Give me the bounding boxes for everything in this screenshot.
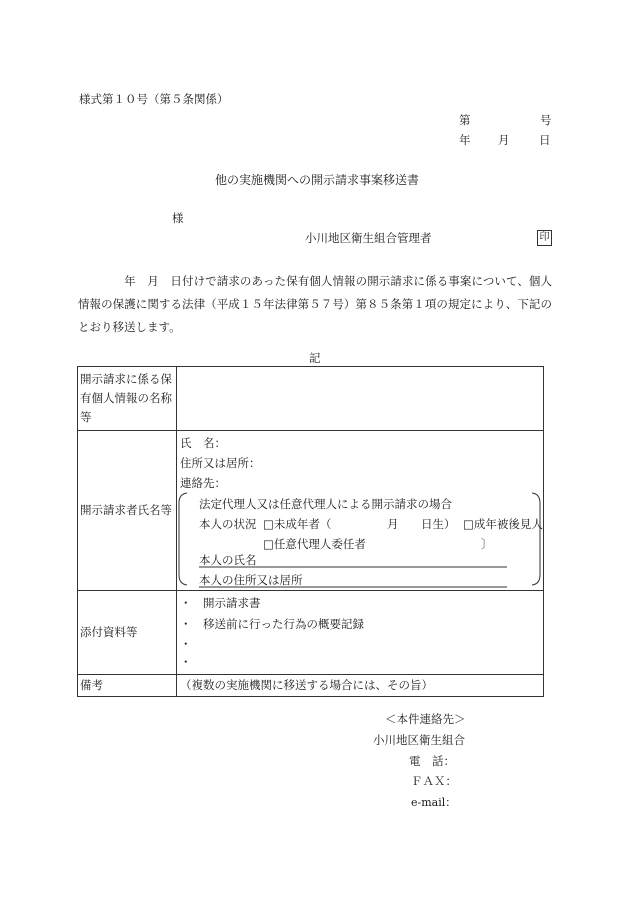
date-day: 日	[539, 133, 551, 147]
minor-checkbox[interactable]: □未成年者（	[263, 517, 332, 531]
agent-delegate-checkbox[interactable]: □任意代理人委任者	[263, 537, 366, 551]
row-value-attachments[interactable]	[177, 591, 544, 675]
attachment-item: ・ 開示請求書	[180, 596, 261, 610]
birth-day: 日生）	[421, 517, 456, 531]
contact-heading: ＜本件連絡先＞	[385, 712, 466, 726]
document-title: 他の実施機関への開示請求事案移送書	[215, 173, 420, 187]
attachment-item: ・	[180, 637, 192, 651]
close-bracket: 〕	[481, 537, 493, 551]
status-label: 本人の状況	[199, 517, 257, 531]
doc-number-go: 号	[540, 113, 552, 127]
addressee-suffix: 様	[172, 211, 184, 225]
contact-org: 小川地区衛生組合	[373, 733, 465, 747]
address-label: 住所又は居所：	[180, 456, 261, 470]
row-label-remarks: 備考	[78, 675, 177, 697]
row-label-requester: 開示請求者氏名等	[78, 431, 177, 591]
attachment-item: ・	[180, 655, 192, 669]
row-label-info-name: 開示請求に係る保有個人情報の名称等	[78, 367, 177, 431]
table-row	[78, 591, 544, 675]
contact-label: 連絡先：	[180, 476, 226, 490]
form-number: 様式第１０号（第５条関係）	[79, 92, 229, 106]
row-value-requester[interactable]	[177, 431, 544, 591]
contact-tel: 電 話：	[409, 754, 455, 768]
row-label-attachments: 添付資料等	[78, 591, 177, 675]
contact-fax: ＦＡＸ：	[411, 774, 457, 788]
principal-name-label: 本人の氏名	[199, 553, 257, 567]
date-year: 年	[459, 133, 471, 147]
attachment-item: ・ 移送前に行った行為の概要記録	[180, 617, 364, 631]
sender-name: 小川地区衛生組合管理者	[305, 231, 432, 245]
table-row	[78, 367, 544, 431]
doc-number-dai: 第	[459, 113, 471, 127]
date-month: 月	[498, 133, 510, 147]
body-text: 年 月 日付けで請求のあった保有個人情報の開示請求に係る事案について、個人情報の保護に関する法律（平成１５年法律第５７号）第８５条第１項の規定により、下記のとおり移送します。	[78, 274, 552, 334]
agent-bracket-icon	[177, 431, 547, 591]
adult-ward-checkbox[interactable]: □成年被後見人	[463, 517, 543, 531]
ki-label: 記	[309, 351, 321, 365]
row-value-info-name[interactable]	[177, 367, 544, 431]
seal-box: 印	[537, 230, 552, 246]
body-paragraph	[78, 270, 552, 339]
contact-email: e-mail：	[411, 796, 457, 809]
name-label: 氏 名：	[180, 436, 226, 450]
table-row	[78, 675, 544, 697]
remarks-text: （複数の実施機関に移送する場合には、その旨）	[180, 678, 433, 692]
row-value-remarks[interactable]	[177, 675, 544, 697]
transfer-details-table	[77, 366, 544, 697]
agent-heading: 法定代理人又は任意代理人による開示請求の場合	[199, 497, 452, 511]
table-row	[78, 431, 544, 591]
birth-month: 月	[387, 517, 399, 531]
principal-address-label: 本人の住所又は居所	[199, 573, 303, 587]
